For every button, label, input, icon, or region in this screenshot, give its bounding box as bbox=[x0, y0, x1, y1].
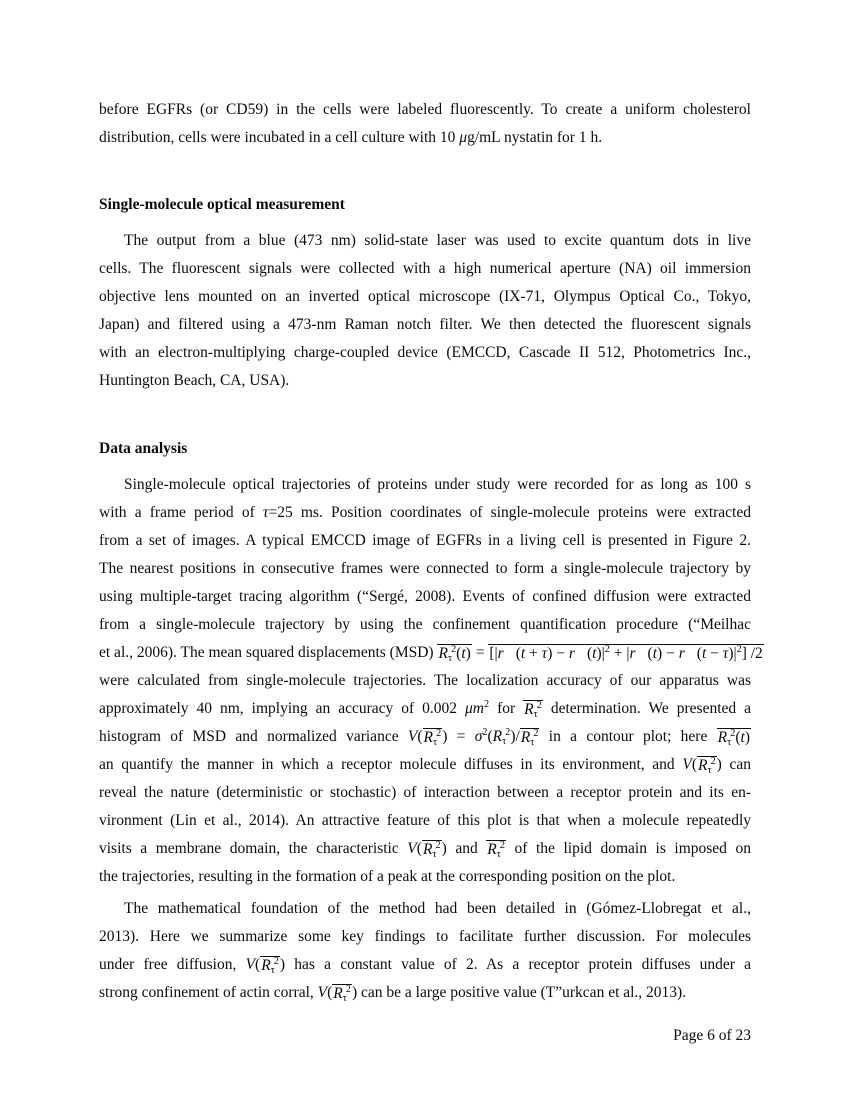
text-line: from a single-molecule trajectory by using the confinement quantification procedure (“Meilhac bbox=[99, 616, 751, 633]
text-line: visits a membrane domain, the characteristic $V(R_\tau^2)$ and $R_\tau^2$ of the lipid domain is imposed on bbox=[99, 840, 751, 860]
text-line: with a frame period of τ=25 ms. Position coordinates of single-molecule proteins were extracted bbox=[99, 504, 751, 521]
section-heading-optical-measurement: Single-molecule optical measurement bbox=[99, 196, 345, 213]
paragraph-data-analysis-msd bbox=[99, 471, 763, 891]
text-line: strong confinement of actin corral, $V(R_\tau^2)$ can be a large positive value (T”urkcan et al., 2013). bbox=[99, 984, 687, 1004]
text-line: vironment (Lin et al., 2014). An attractive feature of this plot is that when a molecule repeatedly bbox=[99, 812, 751, 829]
text-line: The nearest positions in consecutive frames were connected to form a single-molecule trajectory by bbox=[99, 560, 751, 577]
text-line: The mathematical foundation of the method had been detailed in (Gómez-Llobregat et al., bbox=[124, 900, 751, 917]
page-content bbox=[99, 0, 763, 1050]
text-line: with an electron-multiplying charge-coupled device (EMCCD, Cascade II 512, Photometrics Inc., bbox=[99, 344, 751, 361]
text-line: cells. The fluorescent signals were collected with a high numerical aperture (NA) oil immersion bbox=[99, 260, 751, 277]
text-line: an quantify the manner in which a receptor molecule diffuses in its environment, and $V(R_\tau^2)$ can bbox=[99, 756, 751, 776]
text-line: objective lens mounted on an inverted optical microscope (IX-71, Olympus Optical Co., Tokyo, bbox=[99, 288, 751, 305]
paragraph-cholesterol-labeling bbox=[99, 96, 751, 152]
text-line: Single-molecule optical trajectories of proteins under study were recorded for as long as 100 s bbox=[124, 476, 751, 493]
text-line: the trajectories, resulting in the formation of a peak at the corresponding position on the plot. bbox=[99, 868, 676, 885]
text-line: reveal the nature (deterministic or stochastic) of interaction between a receptor protein and its en- bbox=[99, 784, 751, 801]
text-line: 2013). Here we summarize some key findings to facilitate further discussion. For molecules bbox=[99, 928, 751, 945]
text-line: under free diffusion, $V(R_\tau^2)$ has a constant value of 2. As a receptor protein diffuses under a bbox=[99, 956, 751, 976]
text-line: Huntington Beach, CA, USA). bbox=[99, 372, 290, 389]
text-line: from a set of images. A typical EMCCD image of EGFRs in a living cell is presented in Figure 2. bbox=[99, 532, 751, 549]
text-line: were calculated from single-molecule trajectories. The localization accuracy of our apparatus was bbox=[99, 672, 751, 689]
text-line: Japan) and filtered using a 473-nm Raman notch filter. We then detected the fluorescent signals bbox=[99, 316, 751, 333]
text-line: et al., 2006). The mean squared displacements (MSD) $R_\tau^2(t)$ = [|r⃗(t + $\tau) - r⃗(t)|^2$ + |r⃗(t) − r⃗(t − $\tau)|^2$] /2 bbox=[99, 644, 763, 664]
paragraph-data-analysis-math-foundation bbox=[99, 895, 751, 1007]
section-heading-data-analysis: Data analysis bbox=[99, 440, 188, 457]
text-line: histogram of MSD and normalized variance $V(R_\tau^2) = \sigma^2(R_\tau^2)/R_\tau^2$ in a contour plot; here $R_\tau^2(t)$ bbox=[99, 727, 750, 748]
text-line: The output from a blue (473 nm) solid-state laser was used to excite quantum dots in live bbox=[124, 232, 751, 249]
text-line: approximately 40 nm, implying an accuracy of 0.002 $\mu m^2$ for $R_\tau^2$ determination. We presented a bbox=[99, 699, 752, 720]
text-line: using multiple-target tracing algorithm (“Sergé, 2008). Events of confined diffusion were extracted bbox=[99, 588, 751, 605]
text-line: distribution, cells were incubated in a cell culture with 10 μg/mL nystatin for 1 h. bbox=[99, 129, 603, 146]
text-line: before EGFRs (or CD59) in the cells were labeled fluorescently. To create a uniform cholesterol bbox=[99, 101, 751, 118]
paragraph-optical-measurement bbox=[99, 227, 751, 395]
page-number: Page 6 of 23 bbox=[673, 1027, 751, 1044]
